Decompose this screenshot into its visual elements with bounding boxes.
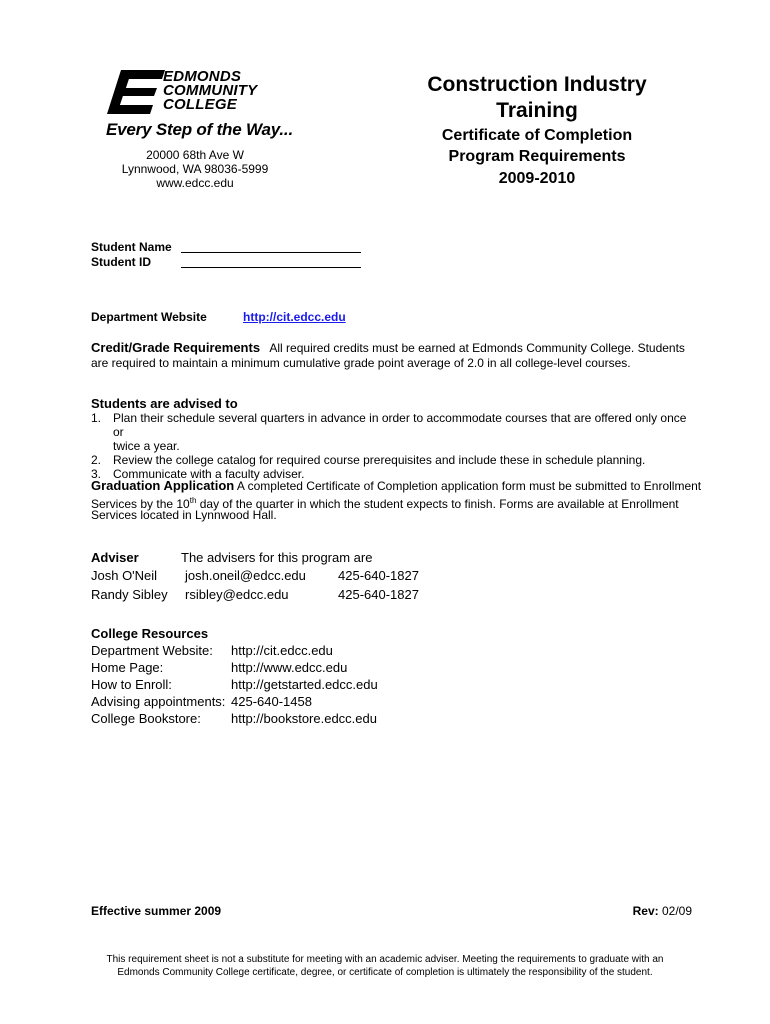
table-row: How to Enroll: http://getstarted.edcc.edu — [91, 677, 378, 692]
advised-heading: Students are advised to — [91, 396, 238, 411]
program-title-line-1: Construction Industry — [427, 73, 647, 96]
list-item: 1. Plan their schedule several quarters in advance in order to accommodate courses that are offered only once or twice a year. — [91, 411, 687, 453]
list-item: 3. Communicate with a faculty adviser. — [91, 467, 305, 481]
department-website-link[interactable]: http://cit.edcc.edu — [243, 310, 346, 324]
graduation-application — [91, 479, 701, 493]
resources-table — [91, 642, 378, 727]
credit-requirements — [91, 341, 685, 355]
student-name-label: Student Name — [91, 240, 172, 254]
logo-line-2: COMMUNITY — [163, 82, 258, 99]
table-row: Randy Sibley rsibley@edcc.edu 425-640-1827 — [91, 587, 419, 602]
disclaimer: This requirement sheet is not a substitute for meeting with an academic adviser. Meeting the requirements to graduate with an Edmonds Community College certificate, degree, or certificate of completion is ultimately the responsibility of the student. — [106, 954, 664, 978]
effective-date: Effective summer 2009 — [91, 904, 222, 918]
resources-heading: College Resources — [91, 626, 209, 641]
logo-line-3: COLLEGE — [163, 96, 237, 113]
credit-heading: Credit/Grade Requirements — [91, 340, 261, 355]
department-website-label: Department Website — [91, 310, 207, 324]
table-row: Josh O'Neil josh.oneil@edcc.edu 425-640-1827 — [91, 568, 419, 583]
logo-tagline: Every Step of the Way... — [106, 120, 293, 139]
certificate-title: Certificate of Completion — [441, 127, 633, 144]
revision: Rev: 02/09 — [632, 904, 692, 918]
graduation-text-2: Services by the 10th day of the quarter in which the student expects to finish. Forms are available at Enrollment — [91, 496, 679, 511]
table-row: College Bookstore: http://bookstore.edcc.edu — [91, 711, 377, 726]
logo-e-mark — [107, 70, 165, 118]
requirements-title: Program Requirements — [448, 148, 626, 165]
adviser-heading: Adviser — [91, 550, 139, 565]
student-id-label: Student ID — [91, 255, 151, 269]
advised-list — [91, 411, 691, 481]
adviser-intro: The advisers for this program are — [181, 550, 373, 565]
address-line-1: 20000 68th Ave W — [146, 148, 244, 162]
address-line-2: Lynnwood, WA 98036-5999 — [121, 162, 269, 176]
program-title-line-2: Training — [496, 99, 578, 122]
list-item: 2. Review the college catalog for required course prerequisites and include these in schedule planning. — [91, 453, 646, 467]
graduation-text-1: A completed Certificate of Completion application form must be submitted to Enrollment — [236, 479, 702, 493]
table-row: Advising appointments: 425-640-1458 — [91, 694, 312, 709]
student-id-field[interactable] — [181, 267, 361, 268]
credit-text-1: All required credits must be earned at Edmonds Community College. Students — [269, 341, 685, 355]
table-row: Department Website: http://cit.edcc.edu — [91, 643, 333, 658]
college-website: www.edcc.edu — [156, 176, 234, 190]
graduation-heading: Graduation Application — [91, 478, 235, 493]
graduation-text-3: Services located in Lynnwood Hall. — [91, 508, 277, 522]
adviser-table — [91, 567, 419, 603]
academic-years: 2009-2010 — [498, 170, 576, 187]
table-row: Home Page: http://www.edcc.edu — [91, 660, 348, 675]
logo-line-1: EDMONDS — [163, 68, 242, 85]
credit-text-2: are required to maintain a minimum cumulative grade point average of 2.0 in all college-level courses. — [91, 356, 631, 370]
student-name-field[interactable] — [181, 252, 361, 253]
